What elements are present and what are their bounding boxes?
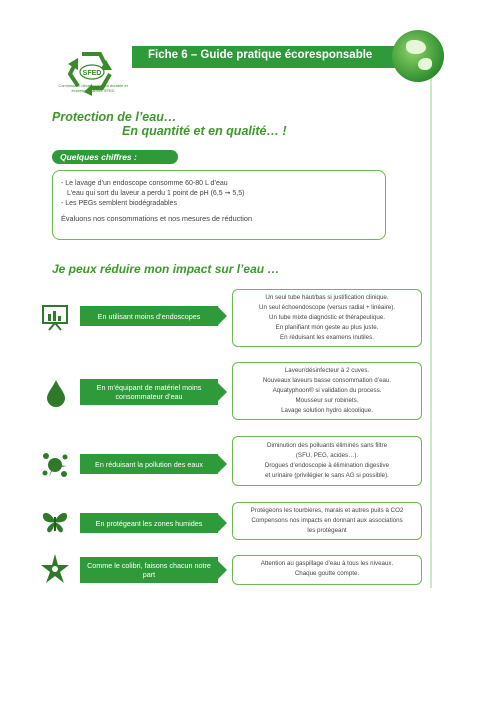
detail-line: Compensons nos impacts en donnant aux associations	[251, 517, 403, 524]
water-drop-icon	[41, 378, 71, 408]
pollution-splash-icon	[40, 450, 70, 480]
figure-line: L’eau qui sort du laveur a perdu 1 point de pH (6,5 ➞ 5,5)	[67, 190, 245, 197]
figures-chip: Quelques chiffres :	[52, 150, 178, 164]
hummingbird-star-icon	[38, 552, 72, 586]
figures-box	[52, 170, 386, 240]
action-label: En utilisant moins d’endoscopes	[80, 306, 218, 326]
butterfly-icon	[40, 507, 70, 537]
action-details	[232, 289, 422, 347]
side-divider	[430, 68, 432, 588]
action-label: Comme le colibri, faisons chacun notre part	[80, 557, 218, 583]
impact-title: Je peux réduire mon impact sur l’eau …	[52, 262, 280, 276]
arrow-icon	[218, 383, 227, 401]
action-label: En m’équipant de matériel moins consommateur d’eau	[80, 379, 218, 405]
detail-line: et urinaire (privilégier le sans AG si possible).	[265, 472, 389, 479]
page-title: Fiche 6 – Guide pratique écoresponsable	[148, 49, 373, 61]
action-details	[232, 436, 422, 486]
org-name: Commission développement durable et écoresponsabilité SFED	[58, 83, 128, 93]
detail-line: Chaque goutte compte.	[294, 570, 360, 577]
detail-line: En réduisant les examens inutiles.	[280, 334, 374, 341]
main-title-line2: En quantité et en qualité… !	[122, 124, 287, 138]
detail-line: Lavage solution hydro alcoolique.	[281, 407, 373, 414]
presentation-chart-icon	[40, 302, 70, 332]
detail-line: Un tube mixte diagnostic et thérapeutique.	[269, 314, 385, 321]
globe-icon	[392, 30, 444, 82]
detail-line: Un seul échoendoscope (versus radial + linéaire).	[258, 304, 396, 311]
arrow-icon	[218, 514, 227, 532]
sfed-recycle-logo-icon	[52, 44, 132, 104]
main-title-line1: Protection de l’eau…	[52, 110, 177, 124]
action-label: En réduisant la pollution des eaux	[80, 454, 218, 474]
action-details	[232, 362, 422, 420]
detail-line: Nouveaux laveurs basse consommation d’eau.	[262, 377, 392, 384]
detail-line: (SFU, PEG, acides…).	[295, 452, 359, 459]
detail-line: En planifiant mon geste au plus juste.	[275, 324, 379, 331]
detail-line: les protégeant	[307, 527, 347, 534]
action-details	[232, 555, 422, 585]
action-label: En protégeant les zones humides	[80, 513, 218, 533]
figure-line: - Les PEGs semblent biodégradables	[61, 200, 177, 207]
detail-line: Attention au gaspillage d’eau à tous les niveaux.	[260, 560, 394, 567]
figures-summary: Évaluons nos consommations et nos mesures de réduction	[61, 214, 253, 223]
detail-line: Aquatyphoon® si validation du process.	[272, 387, 382, 394]
logo-text: SFED	[82, 70, 102, 77]
arrow-icon	[218, 307, 227, 325]
detail-line: Diminution des polluants éliminés sans filtre	[266, 442, 388, 449]
arrow-icon	[218, 561, 227, 579]
detail-line: Protégeons les tourbières, marais et autres puits à CO2	[250, 507, 404, 514]
detail-line: Mousseur sur robinets.	[295, 397, 359, 404]
detail-line: Drogues d’endoscopie à élimination digestive	[264, 462, 390, 469]
detail-line: Un seul tube haut/bas si justification clinique.	[265, 294, 389, 301]
detail-line: Laveur/désinfecteur à 2 cuves.	[284, 367, 370, 374]
action-details	[232, 502, 422, 540]
arrow-icon	[218, 455, 227, 473]
figure-line: - Le lavage d’un endoscope consomme 60-80 L d’eau	[61, 180, 228, 187]
